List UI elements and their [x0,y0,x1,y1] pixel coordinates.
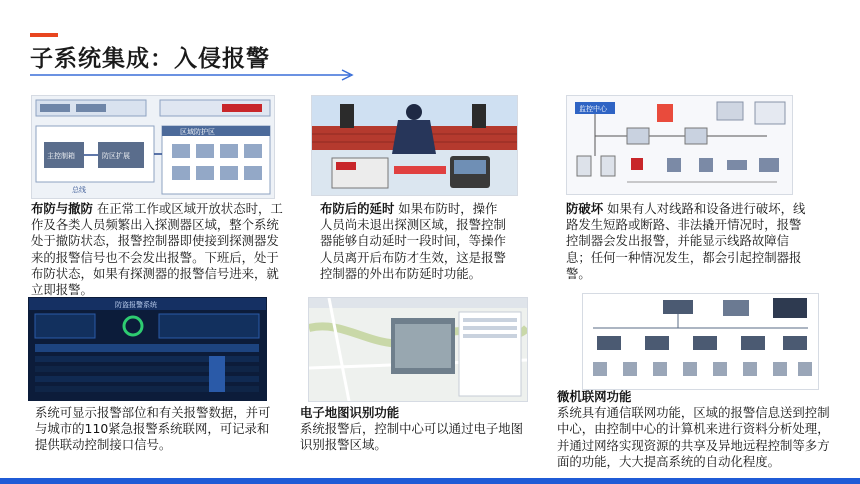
feature-tamper [566,201,806,282]
feature-heading: 防破坏 [566,201,604,216]
title-arrow [30,67,360,83]
feature-exit-delay [320,201,506,282]
feature-body: 如果有人对线路和设备进行破坏，线路发生短路或断路、非法撬开情况时，报警控制器会发出报警，并能显示线路故障信息；任何一种情况发生，都会引起控制器报警。 [566,201,806,281]
feature-body: 如果布防时，操作人员尚未退出探测区域，报警控制器能够自动延时一段时间，等操作人员离开后布防才生效，这是报警控制器的外出布防延时功能。 [320,201,506,281]
electronic-map-image [308,297,528,402]
wiring-diagram-image [31,95,275,199]
slide-title: 子系统集成：入侵报警 [30,46,270,72]
feature-heading: 布防后的延时 [320,201,395,216]
screen-title: 防盗报警系统 [115,301,157,309]
feature-alarm-data [35,405,275,454]
network-diagram-image [566,95,793,195]
feature-networking [557,389,839,470]
feature-heading: 布防与撤防 [31,201,93,216]
feature-body: 系统可显示报警部位和有关报警数据，并可与城市的110紧急报警系统联网，可记录和提供联动控制接口信号。 [35,405,271,453]
feature-heading: 电子地图识别功能 [300,405,400,420]
feature-body: 系统报警后，控制中心可以通过电子地图识别报警区域。 [300,421,524,453]
diagram-label-bus: 总线 [72,186,86,194]
diagram-label-expansion: 防区扩展 [102,152,130,160]
feature-arm-disarm [31,201,289,298]
network-center-label: 监控中心 [579,105,607,113]
feature-body: 系统具有通信联网功能，区域的报警信息送到控制中心，由控制中心的计算机来进行资料分析处理，并通过网络实现资源的共享及异地远程控制等多方面的功能，大大提高系统的自动化程度。 [557,405,830,469]
feature-body: 在正常工作或区域开放状态时，工作及各类人员频繁出入探测器区域，整个系统处于撤防状态，报警控制器即使接到探测器发来的报警信号也不会发出报警。下班后，处于布防状态，如果有探测器的报警信号进来，就立即报警。 [31,201,283,298]
diagram-label-main-box: 主控制箱 [47,152,75,160]
title-accent-bar [30,33,58,37]
intruder-photo-image [311,95,518,196]
feature-electronic-map [300,405,535,454]
alarm-software-screen-image [28,297,267,401]
feature-heading: 微机联网功能 [557,389,632,404]
network-topology-image [582,293,819,390]
diagram-label-zone: 区域防护区 [180,128,215,136]
footer-bar [0,478,860,484]
